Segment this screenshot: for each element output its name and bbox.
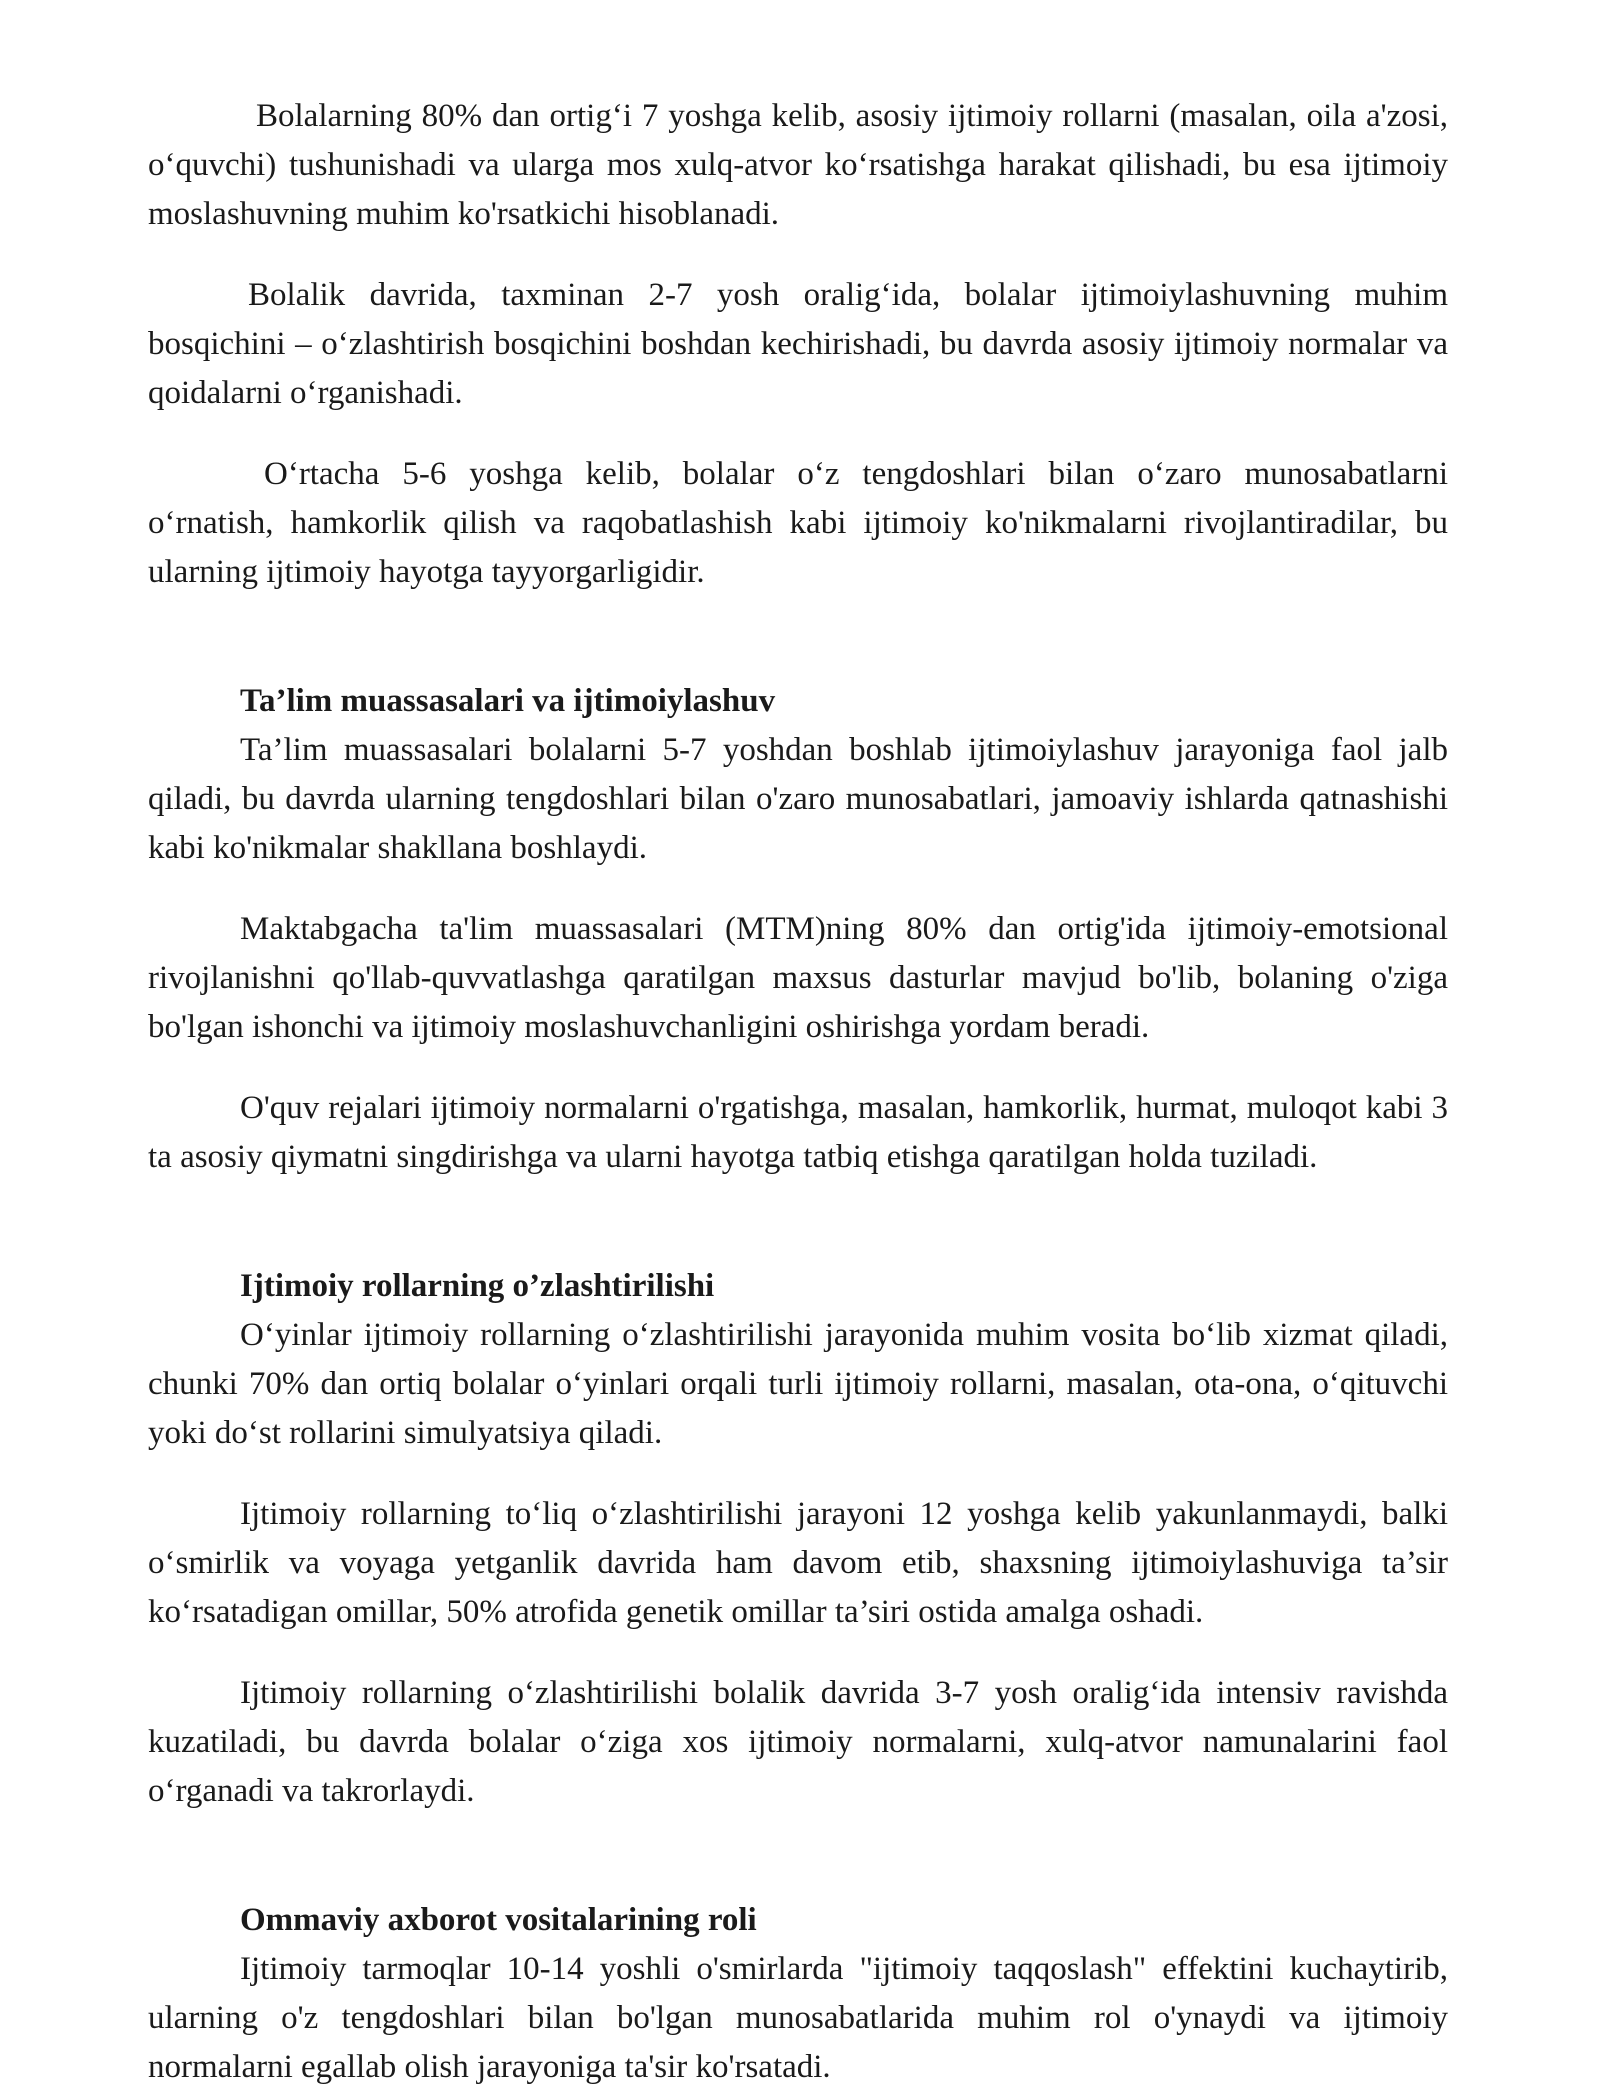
paragraph-curricula: O'quv rejalari ijtimoiy normalarni o'rgatishga, masalan, hamkorlik, hurmat, muloqot kabi 3 ta asosiy qiymatni singdirishga va ularni hayotga tatbiq etishga qaratilgan holda tuziladi. — [148, 1090, 1448, 1175]
section-heading-media: Ommaviy axborot vositalarining roli — [240, 1902, 757, 1938]
paragraph-social-networks: Ijtimoiy tarmoqlar 10-14 yoshli o'smirlarda "ijtimoiy taqqoslash" effektini kuchaytirib, ularning o'z tengdoshlari bilan bo'lgan munosabatlarida muhim rol o'ynaydi va ijtimoiy normalarni egallab olish jarayoniga ta'sir ko'rsatadi. — [148, 1951, 1448, 2085]
paragraph-role-intensive: Ijtimoiy rollarning o‘zlashtirilishi bolalik davrida 3-7 yosh oralig‘ida intensiv ravishda kuzatiladi, bu davrda bolalar o‘ziga xos ijtimoiy normalarni, xulq-atvor namunalarini faol o‘rganadi va takrorlaydi. — [148, 1675, 1448, 1809]
paragraph-preschool-programs: Maktabgacha ta'lim muassasalari (MTM)ning 80% dan ortig'ida ijtimoiy-emotsional rivojlanishni qo'llab-quvvatlashga qaratilgan maxsus dasturlar mavjud bo'lib, bolaning o'ziga bo'lgan ishonchi va ijtimoiy moslashuvchanligini oshirishga yordam beradi. — [148, 911, 1448, 1045]
document-page — [148, 92, 1448, 2092]
paragraph-role-mastery: Ijtimoiy rollarning to‘liq o‘zlashtirilishi jarayoni 12 yoshga kelib yakunlanmaydi, balki o‘smirlik va voyaga yetganlik davrida ham davom etib, shaxsning ijtimoiylashuviga ta’sir ko‘rsatadigan omillar, 50% atrofida genetik omillar ta’siri ostida amalga oshadi. — [148, 1496, 1448, 1630]
paragraph-childhood-period: Bolalik davrida, taxminan 2-7 yosh oralig‘ida, bolalar ijtimoiylashuvning muhim bosqichini – o‘zlashtirish bosqichini boshdan kechirishadi, bu davrda asosiy ijtimoiy normalar va qoidalarni o‘rganishadi. — [148, 277, 1448, 411]
paragraph-education-institutions: Ta’lim muassasalari bolalarni 5-7 yoshdan boshlab ijtimoiylashuv jarayoniga faol jalb qiladi, bu davrda ularning tengdoshlari bilan o'zaro munosabatlari, jamoaviy ishlarda qatnashishi kabi ko'nikmalar shakllana boshlaydi. — [148, 732, 1448, 866]
section-heading-social-roles: Ijtimoiy rollarning o’zlashtirilishi — [240, 1268, 715, 1304]
paragraph-children-roles: Bolalarning 80% dan ortig‘i 7 yoshga kelib, asosiy ijtimoiy rollarni (masalan, oila a'zosi, o‘quvchi) tushunishadi va ularga mos xulq-atvor ko‘rsatishga harakat qilishadi, bu esa ijtimoiy moslashuvning muhim ko'rsatkichi hisoblanadi. — [148, 98, 1448, 232]
paragraph-peer-relations: O‘rtacha 5-6 yoshga kelib, bolalar o‘z tengdoshlari bilan o‘zaro munosabatlarni o‘rnatish, hamkorlik qilish va raqobatlashish kabi ijtimoiy ko'nikmalarni rivojlantiradilar, bu ularning ijtimoiy hayotga tayyorgarligidir. — [148, 456, 1448, 590]
section-heading-education: Ta’lim muassasalari va ijtimoiylashuv — [240, 683, 776, 719]
paragraph-games: O‘yinlar ijtimoiy rollarning o‘zlashtirilishi jarayonida muhim vosita bo‘lib xizmat qiladi, chunki 70% dan ortiq bolalar o‘yinlari orqali turli ijtimoiy rollarni, masalan, ota-ona, o‘qituvchi yoki do‘st rollarini simulyatsiya qiladi. — [148, 1317, 1448, 1451]
